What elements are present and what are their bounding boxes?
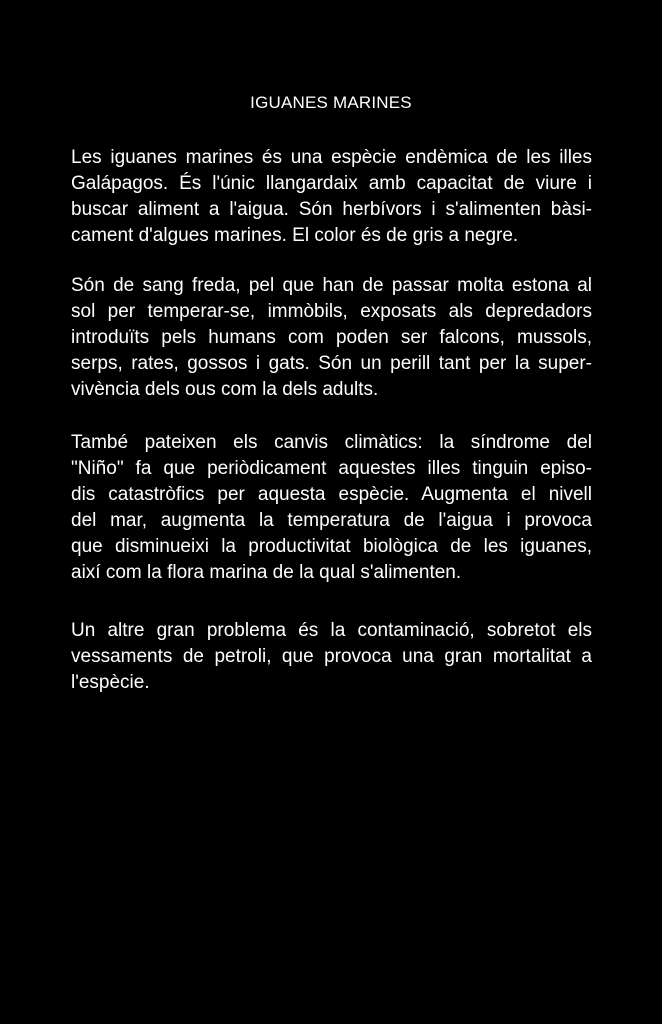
- paragraph-line: serps, rates, gossos i gats. Són un perill tant per la super-: [71, 353, 592, 374]
- paragraph-line: vivència dels ous com la dels adults.: [71, 379, 379, 400]
- paragraph-line: "Niño" fa que periòdicament aquestes illes tinguin episo-: [71, 458, 592, 479]
- paragraph-line: dis catastròfics per aquesta espècie. Augmenta el nivell: [71, 484, 592, 505]
- paragraph-line: sol per temperar-se, immòbils, exposats als depredadors: [71, 301, 592, 322]
- paragraph-line: així com la flora marina de la qual s'alimenten.: [71, 562, 462, 583]
- paragraph-line: Les iguanes marines és una espècie endèmica de les illes: [71, 147, 592, 168]
- document-title: IGUANES MARINES: [250, 93, 412, 112]
- paragraph-line: del mar, augmenta la temperatura de l'aigua i provoca: [71, 510, 592, 531]
- paragraph-line: Un altre gran problema és la contaminació, sobretot els: [71, 620, 592, 641]
- paragraph-line: l'espècie.: [71, 672, 150, 693]
- paragraph-line: Són de sang freda, pel que han de passar molta estona al: [71, 275, 592, 296]
- paragraph-line: introduïts pels humans com poden ser falcons, mussols,: [71, 327, 592, 348]
- paragraph-line: cament d'algues marines. El color és de gris a negre.: [71, 225, 519, 246]
- paragraph-line: que disminueixi la productivitat biològica de les iguanes,: [71, 536, 592, 557]
- paragraph-line: buscar aliment a l'aigua. Són herbívors i s'alimenten bàsi-: [71, 199, 592, 220]
- paragraph-line: Galápagos. És l'únic llangardaix amb capacitat de viure i: [71, 173, 592, 194]
- paragraph-line: vessaments de petroli, que provoca una gran mortalitat a: [71, 646, 592, 667]
- paragraph-line: També pateixen els canvis climàtics: la síndrome del: [71, 432, 592, 453]
